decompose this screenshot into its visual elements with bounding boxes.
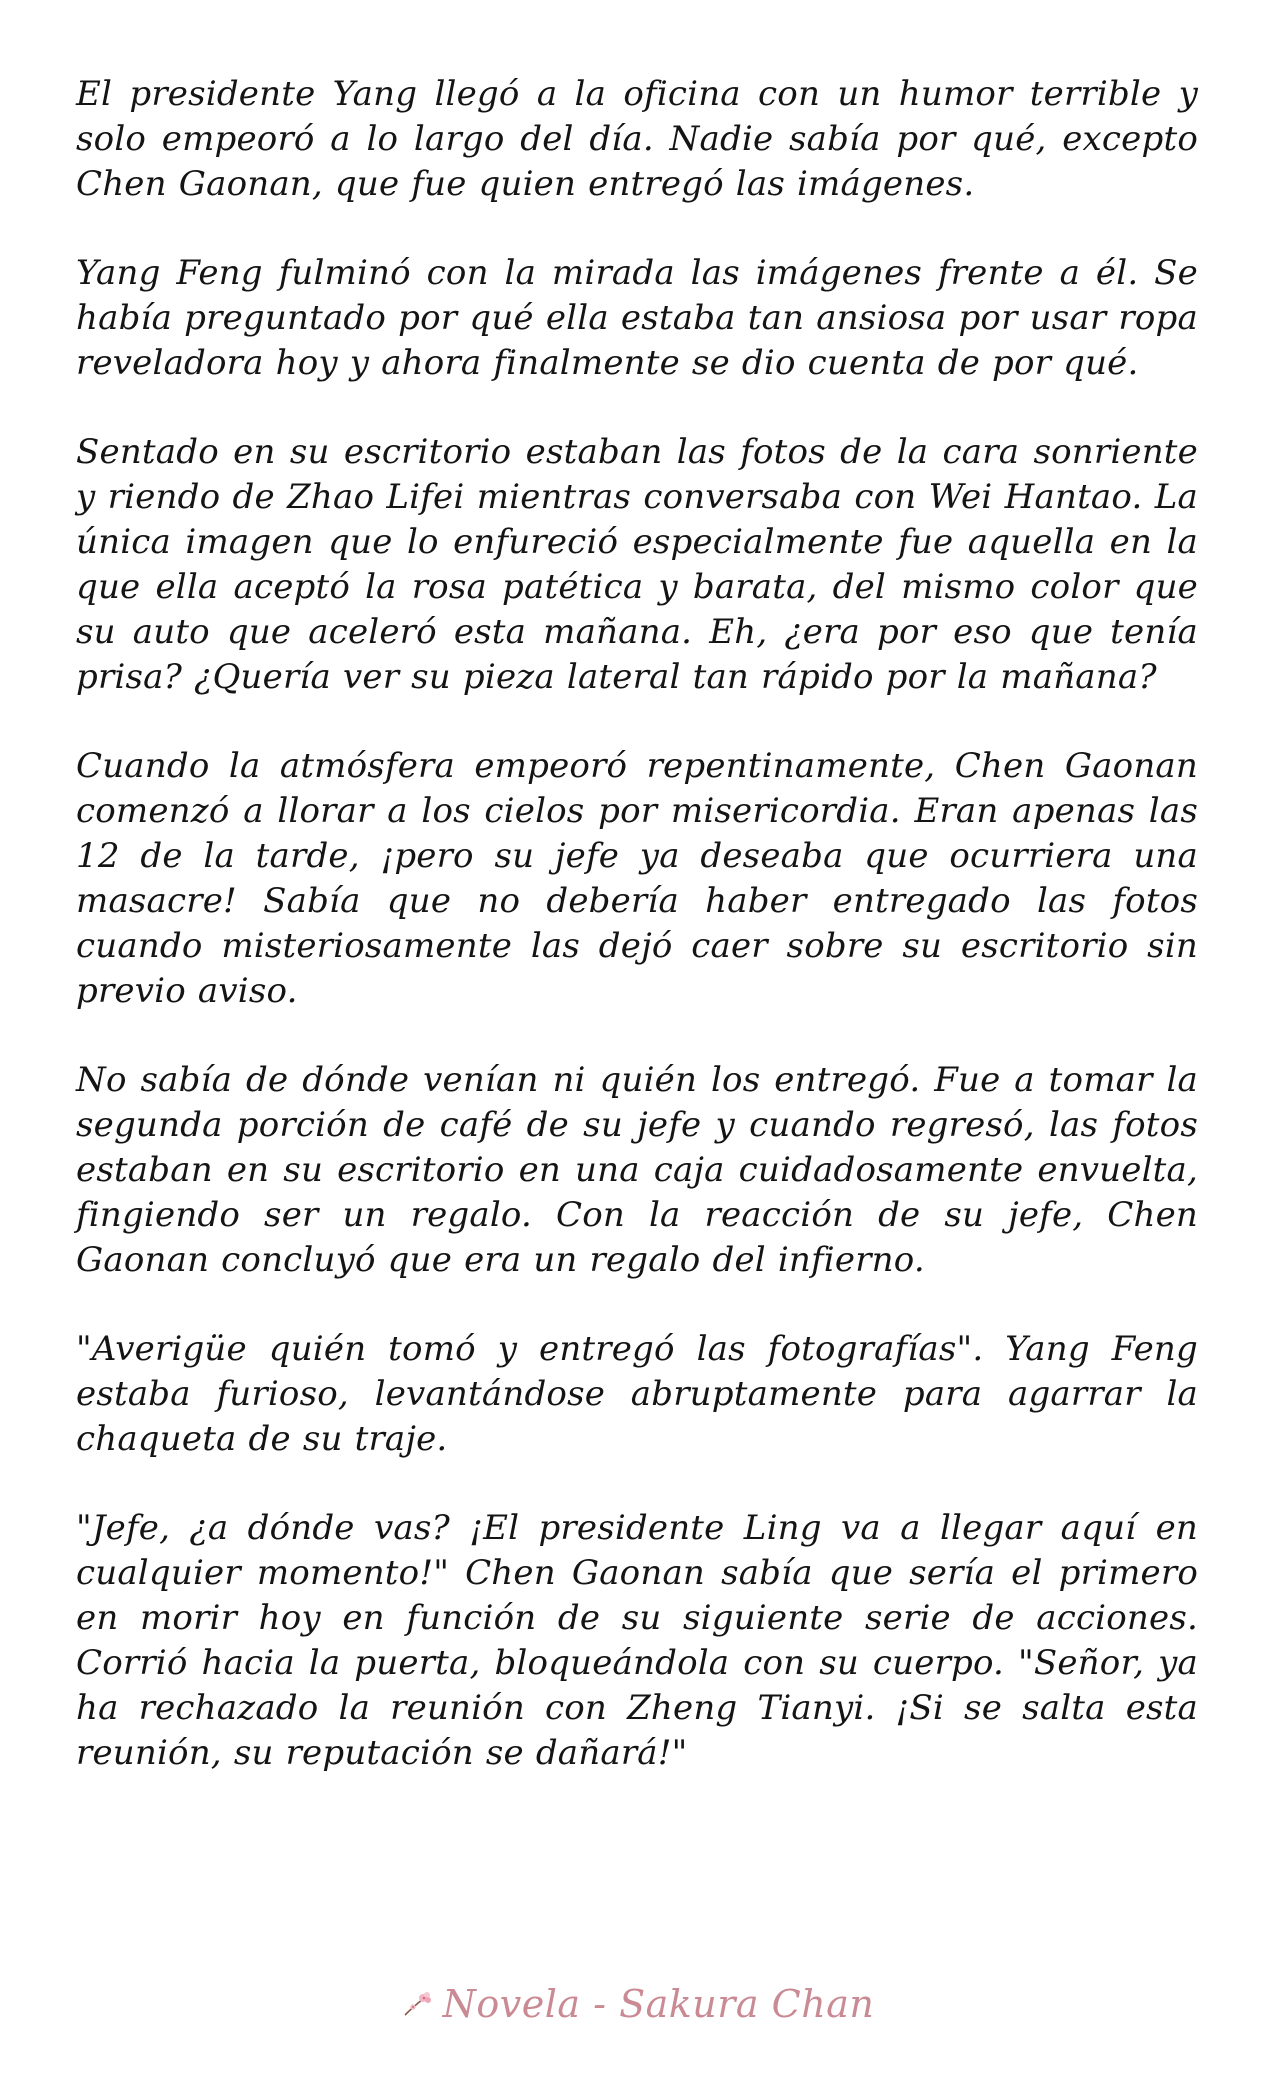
- paragraph-1: El presidente Yang llegó a la oficina con un humor terrible y solo empeoró a lo largo del día. Nadie sabía por qué, excepto Chen Gaonan, que fue quien entregó las imágenes.: [76, 74, 1198, 204]
- paragraph-2: Yang Feng fulminó con la mirada las imágenes frente a él. Se había preguntado por qué ella estaba tan ansiosa por usar ropa reveladora hoy y ahora finalmente se dio cuenta de por qué.: [76, 253, 1198, 383]
- paragraph-5: No sabía de dónde venían ni quién los entregó. Fue a tomar la segunda porción de café de su jefe y cuando regresó, las fotos estaban en su escritorio en una caja cuidadosamente envuelta, fingiendo ser un regalo. Con la reacción de su jefe, Chen Gaonan concluyó que era un regalo del infierno.: [76, 1060, 1198, 1280]
- paragraph-6: "Averigüe quién tomó y entregó las fotografías". Yang Feng estaba furioso, levantándose abruptamente para agarrar la chaqueta de su traje.: [76, 1329, 1198, 1459]
- paragraph-3: Sentado en su escritorio estaban las fotos de la cara sonriente y riendo de Zhao Lifei mientras conversaba con Wei Hantao. La única imagen que lo enfureció especialmente fue aquella en la que ella aceptó la rosa patética y barata, del mismo color que su auto que aceleró esta mañana. Eh, ¿era por eso que tenía prisa? ¿Quería ver su pieza lateral tan rápido por la mañana?: [76, 432, 1198, 697]
- story-text: [76, 72, 1198, 1820]
- paragraph-4: Cuando la atmósfera empeoró repentinamente, Chen Gaonan comenzó a llorar a los cielos por misericordia. Eran apenas las 12 de la tarde, ¡pero su jefe ya deseaba que ocurriera una masacre! Sabía que no debería haber entregado las fotos cuando misteriosamente las dejó caer sobre su escritorio sin previo aviso.: [76, 746, 1198, 1011]
- paragraph-7: "Jefe, ¿a dónde vas? ¡El presidente Ling va a llegar aquí en cualquier momento!" Chen Gaonan sabía que sería el primero en morir hoy en función de su siguiente serie de acciones. Corrió hacia la puerta, bloqueándola con su cuerpo. "Señor, ya ha rechazado la reunión con Zheng Tianyi. ¡Si se salta esta reunión, su reputación se dañará!": [76, 1508, 1198, 1773]
- footer-inner: [401, 1982, 875, 2026]
- footer-text: Novela - Sakura Chan: [442, 1982, 875, 2026]
- cherry-blossom-icon: [401, 1989, 435, 2019]
- watermark-footer: [0, 1982, 1275, 2026]
